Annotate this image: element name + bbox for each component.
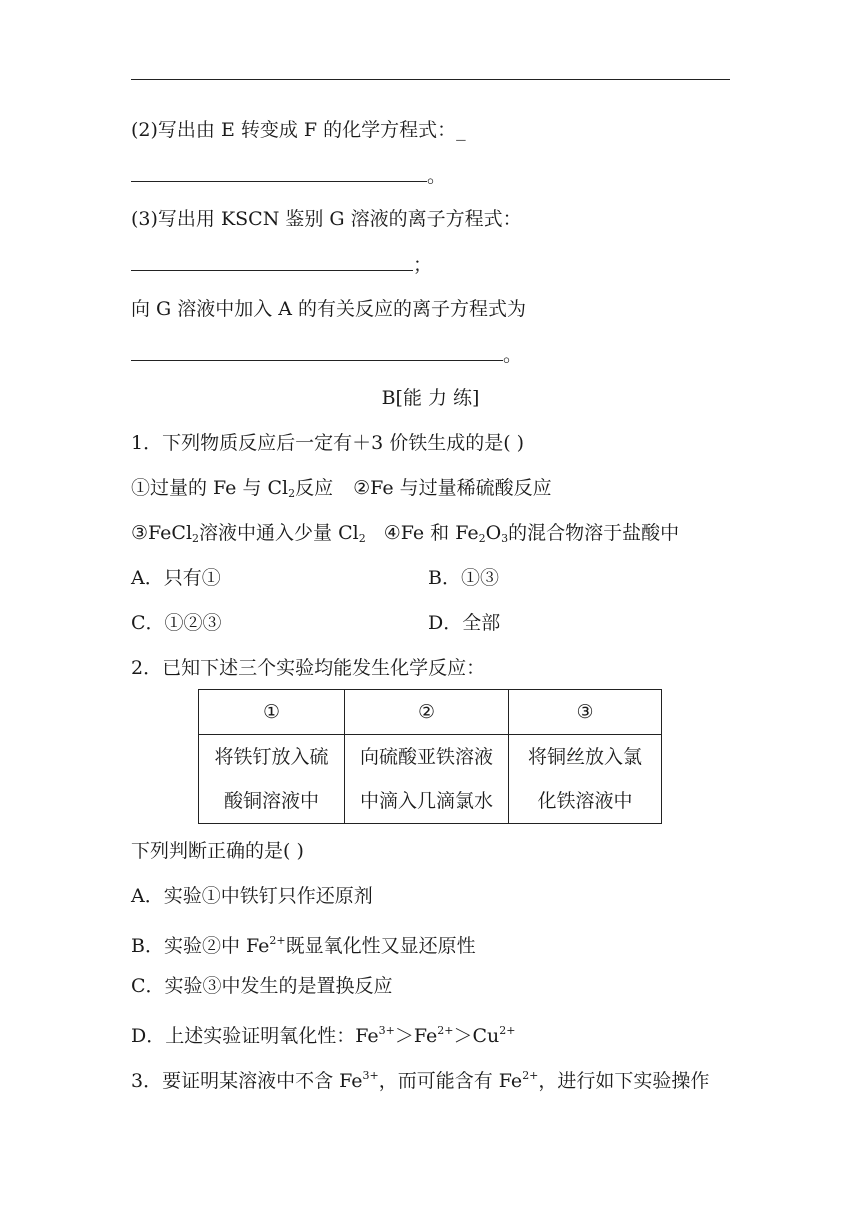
blank-line [131, 252, 413, 271]
stem-text: ，而可能含有 Fe [378, 1070, 523, 1092]
header-rule [131, 79, 730, 80]
answer-blank-3b [131, 342, 522, 367]
question-2-text: (2)写出由 E 转变成 F 的化学方程式：_ [131, 119, 466, 141]
subscript: 2 [358, 532, 366, 545]
table-cell [509, 735, 662, 824]
table-row [199, 735, 662, 824]
cell-line: 将铜丝放入氯 [527, 746, 642, 768]
table-cell [199, 735, 345, 824]
superscript: 2+ [437, 1024, 454, 1037]
problem-1-items-a [131, 476, 552, 506]
superscript: 2+ [499, 1024, 516, 1037]
superscript: 3+ [378, 1024, 395, 1037]
option-text: 既显氧化性又显还原性 [285, 935, 476, 957]
problem-1-items-b [131, 521, 679, 551]
problem-2-option-c: C．实验③中发生的是置换反应 [131, 975, 393, 997]
subscript: 2 [288, 487, 296, 500]
table-header-cell: ① [199, 690, 345, 735]
problem-1-option-d: D．全部 [428, 612, 501, 634]
question-3 [131, 207, 522, 231]
semicolon: ； [413, 254, 433, 276]
question-2 [131, 118, 466, 142]
cell-line: 向硫酸亚铁溶液 [359, 746, 493, 768]
experiment-table [198, 689, 662, 824]
answer-blank-2 [131, 163, 446, 188]
stem-text: 3．要证明某溶液中不含 Fe [131, 1070, 363, 1092]
cell-line: 化铁溶液中 [537, 790, 633, 812]
stem-text: ，进行如下实验操作 [538, 1070, 710, 1092]
problem-2-option-d [131, 1019, 515, 1048]
section-title: B[能 力 练] [381, 387, 480, 409]
period: 。 [427, 165, 447, 187]
cell-line: 中滴入几滴氯水 [359, 790, 493, 812]
table-cell [345, 735, 509, 824]
question-3b-text: 向 G 溶液中加入 A 的有关反应的离子方程式为 [131, 298, 527, 320]
item-4-end: 的混合物溶于盐酸中 [508, 522, 680, 544]
item-2-text: ②Fe 与过量稀硫酸反应 [353, 477, 552, 499]
cell-line: 将铁钉放入硫 [214, 746, 329, 768]
blank-line [131, 163, 427, 182]
question-3-text: (3)写出用 KSCN 鉴别 G 溶液的离子方程式： [131, 208, 522, 230]
problem-1-option-b: B．①③ [428, 567, 499, 589]
option-text: ＞Fe [394, 1025, 438, 1047]
option-text: ＞Cu [453, 1025, 500, 1047]
superscript: 3+ [362, 1069, 379, 1082]
subscript: 2 [192, 532, 200, 545]
superscript: 2+ [269, 934, 286, 947]
subscript: 3 [501, 532, 509, 545]
question-3b [131, 297, 526, 321]
superscript: 2+ [522, 1069, 539, 1082]
option-text: D．上述实验证明氧化性：Fe [131, 1025, 379, 1047]
item-1-end: 反应 [295, 477, 334, 499]
subscript: 2 [478, 532, 486, 545]
blank-line [131, 342, 503, 361]
item-4-text: ④Fe 和 Fe [383, 522, 479, 544]
problem-1-stem: 1．下列物质反应后一定有＋3 价铁生成的是( ) [131, 432, 525, 454]
option-text: B．实验②中 Fe [131, 935, 270, 957]
table-header-row [199, 690, 662, 735]
cell-line: 酸铜溶液中 [223, 790, 319, 812]
problem-1-option-c: C．①②③ [131, 612, 222, 634]
problem-1-option-a: A．只有① [131, 567, 221, 589]
problem-3-stem [131, 1064, 709, 1093]
item-3-text: ③FeCl [131, 522, 193, 544]
problem-2-option-a: A．实验①中铁钉只作还原剂 [131, 885, 373, 907]
item-1-text: ①过量的 Fe 与 Cl [131, 477, 289, 499]
period: 。 [503, 344, 523, 366]
table-header-cell: ③ [509, 690, 662, 735]
problem-2-stem: 2．已知下述三个实验均能发生化学反应： [131, 657, 486, 679]
problem-2-judge: 下列判断正确的是( ) [131, 840, 304, 862]
item-3-mid: 溶液中通入少量 Cl [199, 522, 359, 544]
table-header-cell: ② [345, 690, 509, 735]
problem-2-option-b [131, 929, 476, 958]
item-4-mid: O [485, 522, 502, 544]
answer-blank-3 [131, 252, 432, 277]
